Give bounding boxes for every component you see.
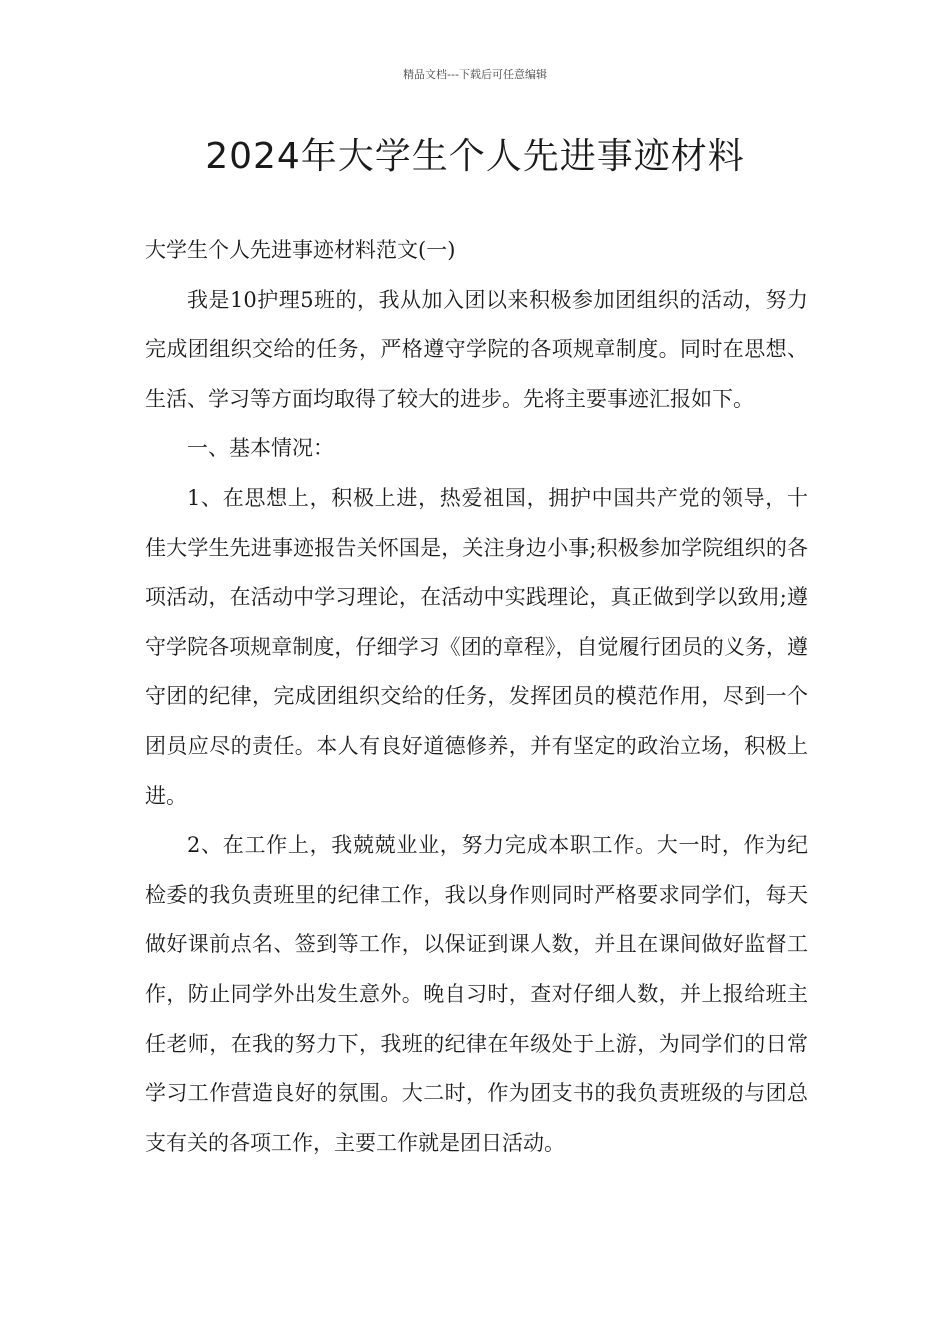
paragraph-thought: 1、在思想上，积极上进，热爱祖国，拥护中国共产党的领导，十佳大学生先进事迹报告关怀国是，关注身边小事;积极参加学院组织的各项活动，在活动中学习理论，在活动中实践理论，真正做到学以致用;遵守学院各项规章制度，仔细学习《团的章程》，自觉履行团员的义务，遵守团的纪律，完成团组织交给的任务，发挥团员的模范作用，尽到一个团员应尽的责任。本人有良好道德修养，并有坚定的政治立场，积极上进。 — [145, 485, 808, 808]
header-note: 精品文档---下载后可任意编辑 — [403, 68, 547, 81]
document-body — [145, 226, 808, 1168]
document-title: 2024年大学生个人先进事迹材料 — [205, 136, 745, 177]
paragraph-subheading: 一、基本情况： — [187, 436, 334, 461]
paragraph-work: 2、在工作上，我兢兢业业，努力完成本职工作。大一时，作为纪检委的我负责班里的纪律工作，我以身作则同时严格要求同学们，每天做好课前点名、签到等工作，以保证到课人数，并且在课间做好监督工作，防止同学外出发生意外。晚自习时，查对仔细人数，并上报给班主任老师，在我的努力下，我班的纪律在年级处于上游，为同学们的日常学习工作营造良好的氛围。大二时，作为团支书的我负责班级的与团总支有关的各项工作，主要工作就是团日活动。 — [145, 833, 808, 1155]
section-heading: 大学生个人先进事迹材料范文(一) — [145, 238, 456, 262]
paragraph-intro: 我是10护理5班的，我从加入团以来积极参加团组织的活动，努力完成团组织交给的任务，严格遵守学院的各项规章制度。同时在思想、生活、学习等方面均取得了较大的进步。先将主要事迹汇报如下。 — [145, 287, 808, 411]
